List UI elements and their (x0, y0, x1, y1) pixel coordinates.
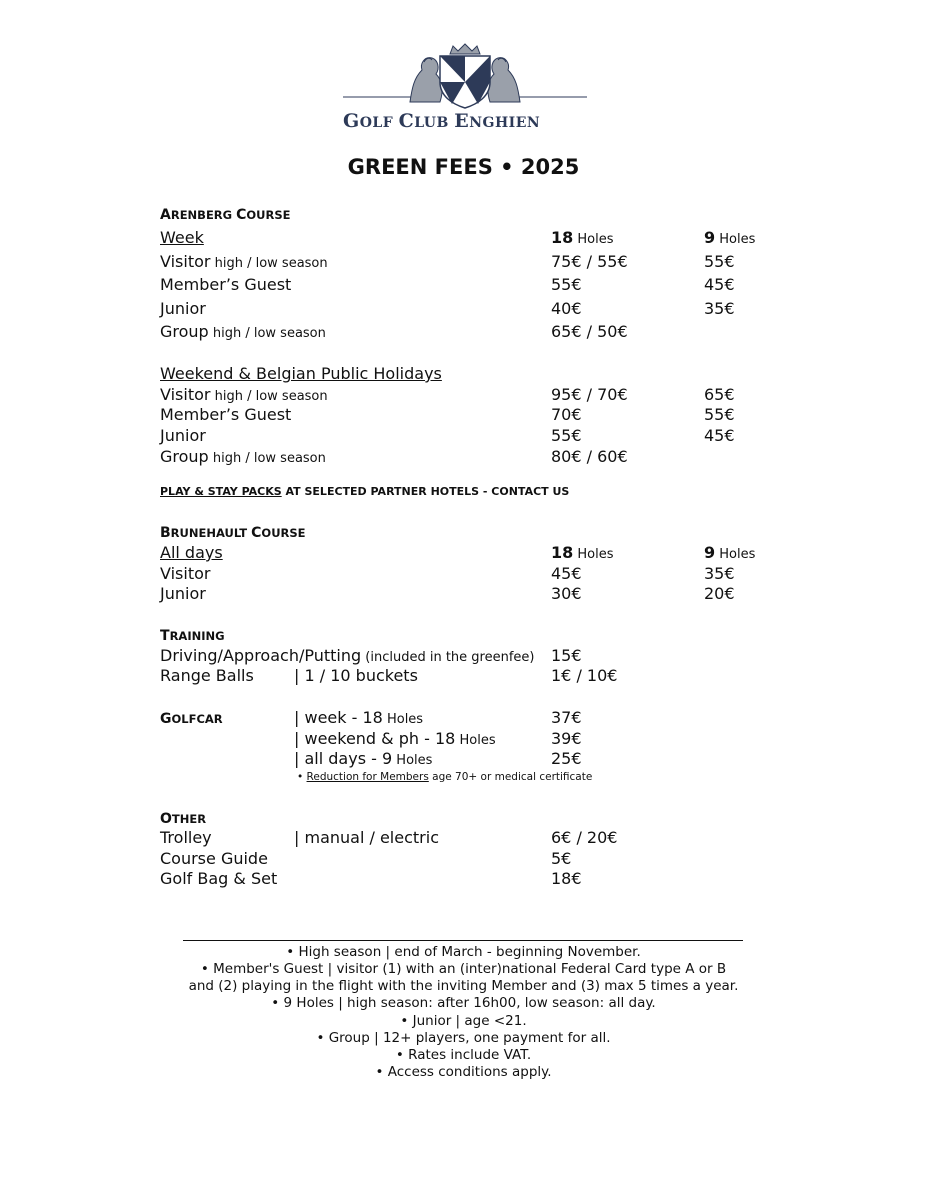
row-detail: | manual / electric (294, 828, 439, 847)
row-label: Junior (160, 299, 206, 318)
play-stay-link[interactable]: PLAY & STAY PACKS (160, 485, 282, 498)
price-18: 75€ / 55€ (551, 252, 628, 271)
price: 1€ / 10€ (551, 666, 618, 685)
price-9: 20€ (704, 584, 735, 603)
brunehault-col-18-header: 18 Holes (551, 543, 614, 562)
price-18: 55€ (551, 426, 582, 445)
footer-note: • Rates include VAT. (395, 1047, 532, 1063)
footer-note: • High season | end of March - beginning November. (286, 944, 641, 960)
row-label: Driving/Approach/Putting (included in the greenfee) (160, 646, 535, 665)
price-9: 55€ (704, 252, 735, 271)
price: 15€ (551, 646, 582, 665)
price-18: 95€ / 70€ (551, 385, 628, 404)
brunehault-col-9-header: 9 Holes (704, 543, 756, 562)
reduction-link[interactable]: Reduction for Members (306, 771, 429, 783)
price: 18€ (551, 869, 582, 888)
price-18: 55€ (551, 275, 582, 294)
crest-emblem-icon (340, 40, 590, 110)
price: 25€ (551, 749, 582, 768)
price-9: 35€ (704, 299, 735, 318)
row-label: Junior (160, 426, 206, 445)
row-detail: | 1 / 10 buckets (294, 666, 418, 685)
play-stay-notice: PLAY & STAY PACKS AT SELECTED PARTNER HOTELS - CONTACT US (160, 485, 570, 498)
row-label: Junior (160, 584, 206, 603)
price-18: 45€ (551, 564, 582, 583)
price-18: 30€ (551, 584, 582, 603)
row-label: Visitor high / low season (160, 252, 328, 271)
price: 6€ / 20€ (551, 828, 618, 847)
price-9: 45€ (704, 426, 735, 445)
footer-note: • Member's Guest | visitor (1) with an (inter)national Federal Card type A or B (200, 961, 727, 977)
arenberg-heading: ARENBERG COURSE (160, 207, 291, 223)
golfcar-reduction-note: • Reduction for Members age 70+ or medical certificate (297, 771, 593, 783)
training-heading: TRAINING (160, 628, 225, 644)
row-label: | all days - 9 Holes (294, 749, 433, 768)
price-18: 40€ (551, 299, 582, 318)
price: 37€ (551, 708, 582, 727)
price-18: 80€ / 60€ (551, 447, 628, 466)
price-9: 65€ (704, 385, 735, 404)
row-label: Range Balls (160, 666, 254, 685)
footer-note: • Access conditions apply. (375, 1064, 552, 1080)
footer-note: and (2) playing in the flight with the inviting Member and (3) max 5 times a year. (188, 978, 739, 994)
brunehault-days-label: All days (160, 543, 223, 562)
price: 5€ (551, 849, 572, 868)
footer-note: • 9 Holes | high season: after 16h00, low season: all day. (271, 995, 656, 1011)
row-label: Trolley (160, 828, 212, 847)
golfcar-heading: GOLFCAR (160, 711, 223, 727)
row-label: Member’s Guest (160, 405, 292, 424)
price-9: 35€ (704, 564, 735, 583)
footer-note: • Group | 12+ players, one payment for all. (316, 1030, 611, 1046)
row-label: Golf Bag & Set (160, 869, 278, 888)
row-label: | weekend & ph - 18 Holes (294, 729, 496, 748)
row-label: Visitor (160, 564, 211, 583)
row-label: Course Guide (160, 849, 268, 868)
price-9: 55€ (704, 405, 735, 424)
footer-divider (183, 940, 743, 941)
arenberg-col-18-header: 18 Holes (551, 228, 614, 247)
arenberg-col-9-header: 9 Holes (704, 228, 756, 247)
page-title: GREEN FEES • 2025 (347, 155, 580, 179)
footer-note: • Junior | age <21. (400, 1013, 527, 1029)
other-heading: OTHER (160, 811, 207, 827)
price-9: 45€ (704, 275, 735, 294)
row-label: Member’s Guest (160, 275, 292, 294)
price-18: 65€ / 50€ (551, 322, 628, 341)
club-logo (340, 40, 590, 135)
price-18: 70€ (551, 405, 582, 424)
row-label: Visitor high / low season (160, 385, 328, 404)
club-name-wordmark: GOLF CLUB ENGHIEN (343, 110, 541, 132)
price: 39€ (551, 729, 582, 748)
row-label: | week - 18 Holes (294, 708, 424, 727)
brunehault-heading: BRUNEHAULT COURSE (160, 525, 306, 541)
row-label: Group high / low season (160, 447, 326, 466)
row-label: Group high / low season (160, 322, 326, 341)
arenberg-week-label: Week (160, 228, 204, 247)
arenberg-weekend-label: Weekend & Belgian Public Holidays (160, 364, 442, 383)
